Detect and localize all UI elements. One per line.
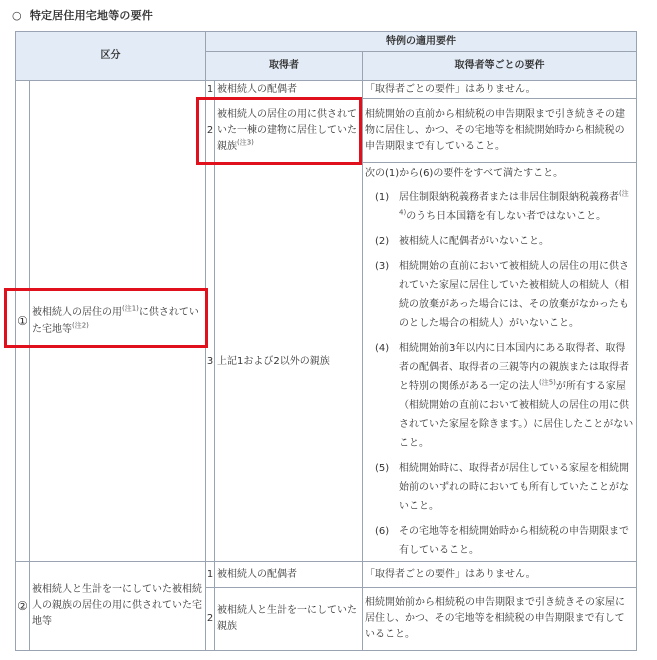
requirement-intro: 次の(1)から(6)の要件をすべて満たすこと。 <box>365 168 564 179</box>
requirement-item-number: (4) <box>375 343 390 354</box>
requirement-item-number: (3) <box>375 261 390 272</box>
note-1: (注1) <box>122 304 139 313</box>
section-2-kubun <box>29 561 206 651</box>
header-youken: 取得者等ごとの要件 <box>362 51 637 81</box>
note-5: (注5) <box>539 378 556 387</box>
requirement-item-text <box>399 339 634 453</box>
requirement-item <box>365 257 634 333</box>
row-1-1-acquirer: 被相続人の配偶者 <box>214 80 363 99</box>
requirement-item-number: (5) <box>375 463 390 474</box>
row-1-1-requirement: 「取得者ごとの要件」はありません。 <box>362 80 637 99</box>
requirement-item <box>365 522 634 560</box>
section-2-kubun-text: 被相続人と生計を一にしていた被相続人の親族の居住の用に供されていた宅地等 <box>32 584 202 627</box>
note-2: (注2) <box>72 321 89 330</box>
requirement-item-text-b: のうち日本国籍を有しない者ではないこと。 <box>406 211 607 222</box>
requirement-list <box>365 188 634 560</box>
requirement-item-number: (2) <box>375 236 390 247</box>
requirement-item <box>365 459 634 516</box>
note-4: (注4) <box>399 189 629 217</box>
header-shutokusha: 取得者 <box>205 51 363 81</box>
header-tokurei: 特例の適用要件 <box>205 31 637 52</box>
section-1-number: ① <box>15 80 30 562</box>
requirement-item-number: (1) <box>375 192 390 203</box>
requirement-item <box>365 188 634 226</box>
page-title <box>12 7 153 23</box>
highlight-box-acquirer <box>196 97 362 165</box>
row-2-2-requirement: 相続開始前から相続税の申告期限まで引き続きその家屋に居住し、かつ、その宅地等を相続税の申告期限まで有していること。 <box>362 587 637 651</box>
requirement-item-text: その宅地等を相続開始時から相続税の申告期限まで有していること。 <box>399 526 629 556</box>
row-1-3-requirement <box>362 162 637 562</box>
row-1-3-acquirer: 上記1および2以外の親族 <box>214 162 363 562</box>
note-3: (注3) <box>237 138 254 147</box>
highlight-box-kubun <box>4 288 208 348</box>
row-2-1-acquirer: 被相続人の配偶者 <box>214 561 363 588</box>
requirement-item <box>365 339 634 453</box>
requirement-item-text <box>399 188 634 226</box>
row-2-2-acquirer: 被相続人と生計を一にしていた親族 <box>214 587 363 651</box>
title-bullet: ○ <box>12 9 22 22</box>
row-2-2-number: 2 <box>205 587 215 651</box>
requirement-item-text-a: 相続開始前3年以内に日本国内にある取得者、取得者の配偶者、取得者の三親等内の親族または取得者と特別の関係がある一定の法人 <box>399 343 629 392</box>
requirement-item-text-b: が所有する家屋（相続開始の直前において被相続人の居住の用に供されていた家屋を除きます。）に居住したことがないこと。 <box>399 381 634 449</box>
requirement-item-text: 相続開始時に、取得者が居住している家屋を相続開始前のいずれの時においても所有していたことがないこと。 <box>399 463 629 512</box>
title-text: 特定居住用宅地等の要件 <box>29 9 154 22</box>
row-1-3-number: 3 <box>205 162 215 562</box>
section-1-kubun-text2: に供されていた宅地等 <box>32 307 199 335</box>
requirement-item-text: 被相続人に配偶者がいないこと。 <box>399 236 549 247</box>
row-1-1-number: 1 <box>205 80 215 99</box>
row-1-2-number: 2 <box>205 98 215 163</box>
header-kubun: 区分 <box>15 31 206 81</box>
requirement-item-text: 相続開始の直前において被相続人の居住の用に供されていた家屋に居住していた被相続人の相続人（相続の放棄があった場合には、その放棄がなかったものとした場合の相続人）がいないこと。 <box>399 261 629 329</box>
section-2-number: ② <box>15 561 30 651</box>
requirement-item <box>365 232 634 251</box>
row-2-1-requirement: 「取得者ごとの要件」はありません。 <box>362 561 637 588</box>
requirement-item-text-a: 居住制限納税義務者または非居住制限納税義務者 <box>399 192 619 203</box>
row-1-2-requirement: 相続開始の直前から相続税の申告期限まで引き続きその建物に居住し、かつ、その宅地等を相続開始時から相続税の申告期限まで有していること。 <box>362 98 637 163</box>
requirement-item-number: (6) <box>375 526 390 537</box>
row-2-1-number: 1 <box>205 561 215 588</box>
row-1-2-acquirer-text: 被相続人の居住の用に供されていた一棟の建物に居住していた親族 <box>217 108 357 152</box>
section-1-kubun-text: 被相続人の居住の用 <box>32 307 122 318</box>
